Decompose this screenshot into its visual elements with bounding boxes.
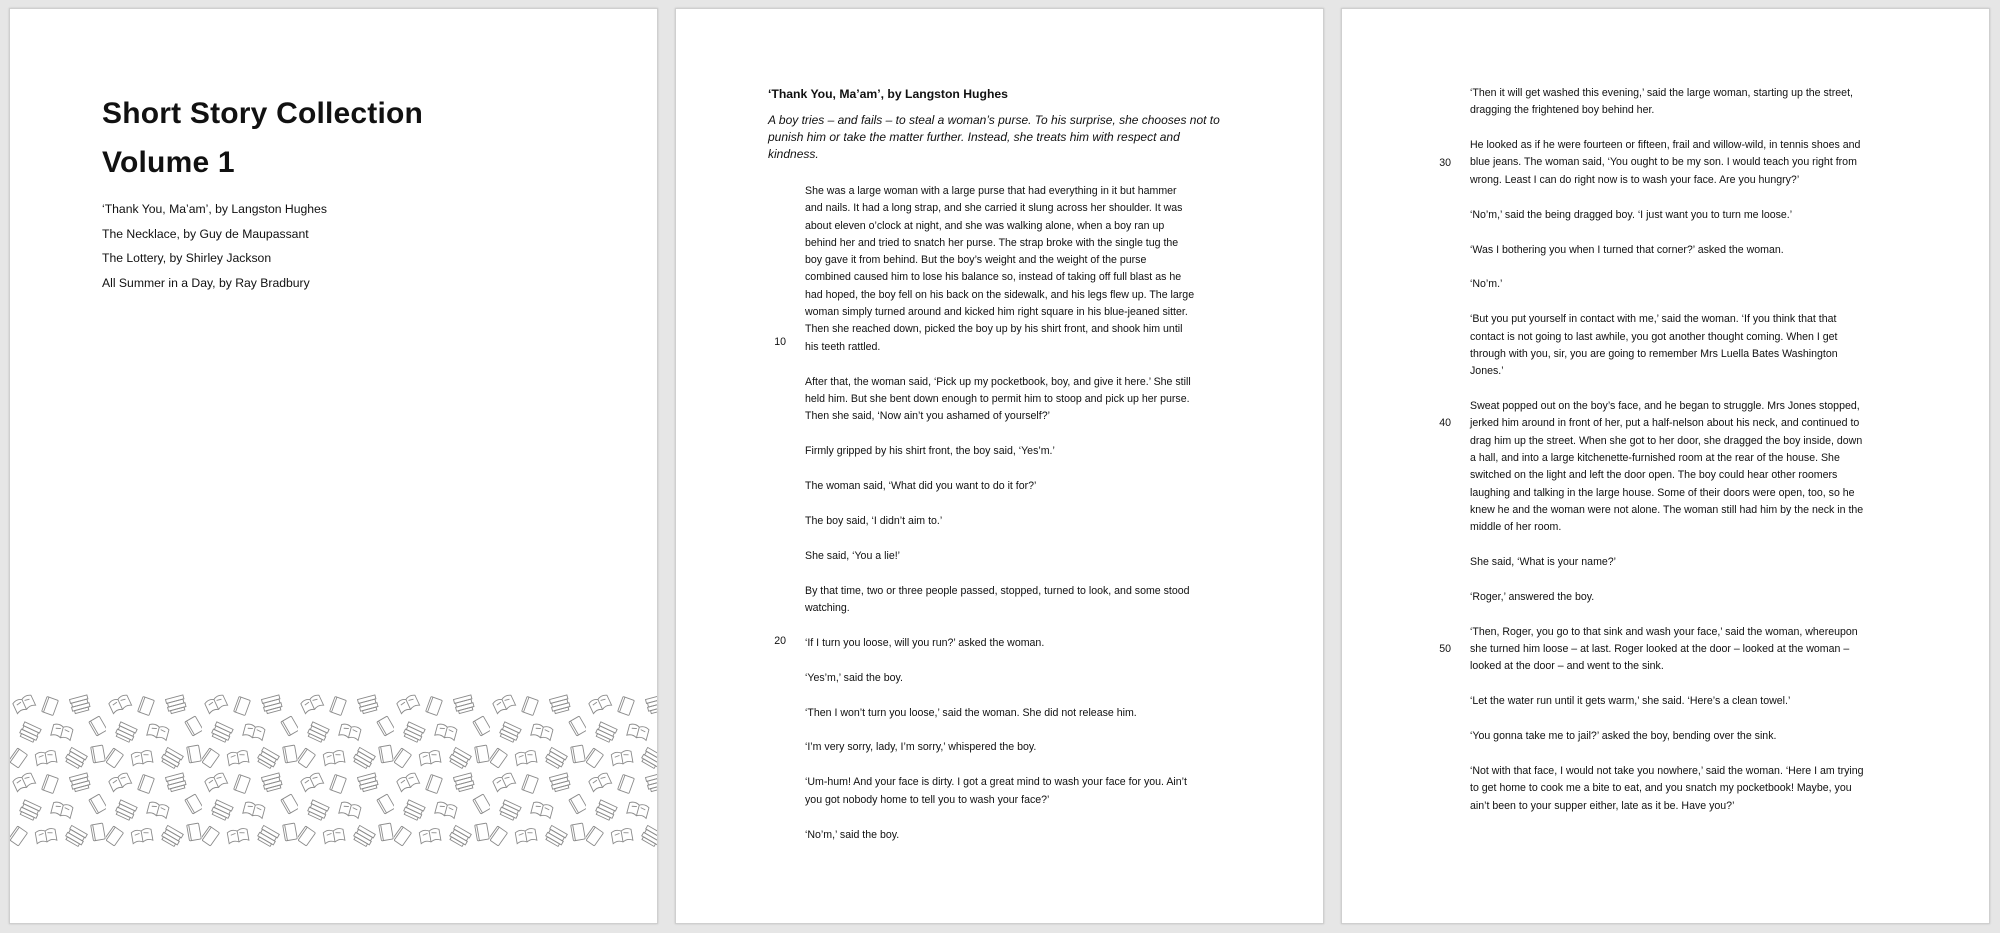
story-page-1 bbox=[675, 8, 1324, 924]
paragraph: ‘You gonna take me to jail?’ asked the boy, bending over the sink. bbox=[1470, 730, 1777, 743]
paragraph: ‘Roger,’ answered the boy. bbox=[1470, 590, 1595, 603]
paragraph: ‘Not with that face, I would not take you nowhere,’ said the woman. ‘Here I am trying to get home to cook me a bite to eat, and you snatch my pocketbook! Maybe, you ain’t been to your supper either, late as it be. Have you?’ bbox=[1470, 765, 1864, 812]
line-number: 30 bbox=[1439, 157, 1451, 169]
paragraph: ‘Was I bothering you when I turned that corner?’ asked the woman. bbox=[1470, 243, 1784, 256]
toc-item: The Necklace, by Guy de Maupassant bbox=[102, 226, 309, 241]
toc-item: All Summer in a Day, by Ray Bradbury bbox=[102, 275, 310, 290]
toc-item: The Lottery, by Shirley Jackson bbox=[102, 251, 272, 266]
paragraph: ‘Then it will get washed this evening,’ said the large woman, starting up the street, dragging the frightened boy behind her. bbox=[1470, 87, 1853, 117]
paragraph: Sweat popped out on the boy’s face, and he began to struggle. Mrs Jones stopped, jerked him around in front of her, put a half-nelson about his neck, and continued to drag him up the street. When she got to her door, she dragged the boy inside, down a hall, and into a large kitchenette-furnished room at the rear of the house. She switched on the light and left the door open. The boy could hear other roomers laughing and talking in the large house. Some of their doors were open, too, so he knew he and the woman were not alone. The woman still had him by the neck in the middle of her room. bbox=[1470, 400, 1864, 534]
cover-title-line2: Volume 1 bbox=[102, 146, 235, 179]
paragraph: ‘I’m very sorry, lady, I’m sorry,’ whispered the boy. bbox=[805, 741, 1037, 754]
paragraph: The woman said, ‘What did you want to do it for?’ bbox=[805, 479, 1037, 492]
paragraph: ‘Um-hum! And your face is dirty. I got a great mind to wash your face for you. Ain’t you got nobody home to tell you to wash your face?’ bbox=[805, 776, 1187, 806]
line-number: 10 bbox=[774, 336, 786, 348]
paragraph: ‘But you put yourself in contact with me,’ said the woman. ‘If you think that that contact is not going to last awhile, you got another thought coming. When I get through with you, sir, you are going to remember Mrs Luella Bates Washington Jones.’ bbox=[1470, 313, 1838, 378]
line-number: 20 bbox=[774, 635, 786, 647]
paragraph: She said, ‘What is your name?’ bbox=[1470, 556, 1617, 569]
paragraph: He looked as if he were fourteen or fifteen, frail and willow-wild, in tennis shoes and blue jeans. The woman said, ‘You ought to be my son. I would teach you right from wrong. Least I can do right now is to wash your face. Are you hungry?’ bbox=[1470, 139, 1861, 186]
paragraph: ‘No’m,’ said the being dragged boy. ‘I just want you to turn me loose.’ bbox=[1470, 208, 1793, 221]
paragraph: ‘Then, Roger, you go to that sink and wash your face,’ said the woman, whereupon she turned him loose – at last. Roger looked at the door – looked at the woman – looked at the door – and went to the sink. bbox=[1470, 625, 1858, 673]
paragraph: She said, ‘You a lie!’ bbox=[805, 549, 901, 562]
toc-item: ‘Thank You, Ma’am’, by Langston Hughes bbox=[102, 202, 327, 216]
paragraph: ‘No’m.’ bbox=[1470, 278, 1503, 291]
paragraph: By that time, two or three people passed, stopped, turned to look, and some stood watching. bbox=[805, 584, 1190, 614]
story-title: ‘Thank You, Ma’am’, by Langston Hughes bbox=[768, 87, 1008, 101]
line-number: 50 bbox=[1439, 643, 1451, 655]
paragraph: ‘Then I won’t turn you loose,’ said the woman. She did not release him. bbox=[805, 706, 1137, 719]
paragraph: ‘If I turn you loose, will you run?’ asked the woman. bbox=[805, 636, 1045, 649]
paragraph: ‘Let the water run until it gets warm,’ she said. ‘Here’s a clean towel.’ bbox=[1470, 695, 1791, 708]
table-of-contents bbox=[102, 197, 327, 295]
books-pattern-icon bbox=[10, 692, 657, 850]
paragraph: ‘Yes’m,’ said the boy. bbox=[805, 671, 903, 684]
story-text bbox=[805, 183, 1195, 861]
story-text bbox=[1470, 85, 1870, 833]
line-number: 40 bbox=[1439, 417, 1451, 429]
cover-title bbox=[102, 89, 423, 187]
paragraph: Firmly gripped by his shirt front, the boy said, ‘Yes’m.’ bbox=[805, 445, 1055, 458]
paragraph: The boy said, ‘I didn’t aim to.’ bbox=[805, 514, 943, 527]
story-page-2 bbox=[1341, 8, 1990, 924]
cover-page bbox=[9, 8, 658, 924]
paragraph: After that, the woman said, ‘Pick up my pocketbook, boy, and give it here.’ She still held him. But she bent down enough to permit him to stoop and pick up her purse. Then she said, ‘Now ain’t you ashamed of yourself?’ bbox=[805, 375, 1191, 423]
paragraph: She was a large woman with a large purse that had everything in it but hammer and nails. It had a long strap, and she carried it slung across her shoulder. It was about eleven o’clock at night, and she was walking alone, when a boy ran up behind her and tried to snatch her purse. The strap broke with the single tug the boy gave it from behind. But the boy’s weight and the weight of the purse combined caused him to lose his balance so, instead of taking off full blast as he had hoped, the boy fell on his back on the sidewalk, and his legs flew up. The large woman simply turned around and kicked him right square in his blue-jeaned sitter. Then she reached down, picked the boy up by his shirt front, and shook him until his teeth rattled. bbox=[805, 185, 1195, 353]
paragraph: ‘No’m,’ said the boy. bbox=[805, 828, 900, 841]
cover-title-line1: Short Story Collection bbox=[102, 97, 424, 130]
story-summary: A boy tries – and fails – to steal a woman’s purse. To his surprise, she chooses not to punish him or take the matter further. Instead, she treats him with respect and kindness. bbox=[768, 113, 1220, 161]
